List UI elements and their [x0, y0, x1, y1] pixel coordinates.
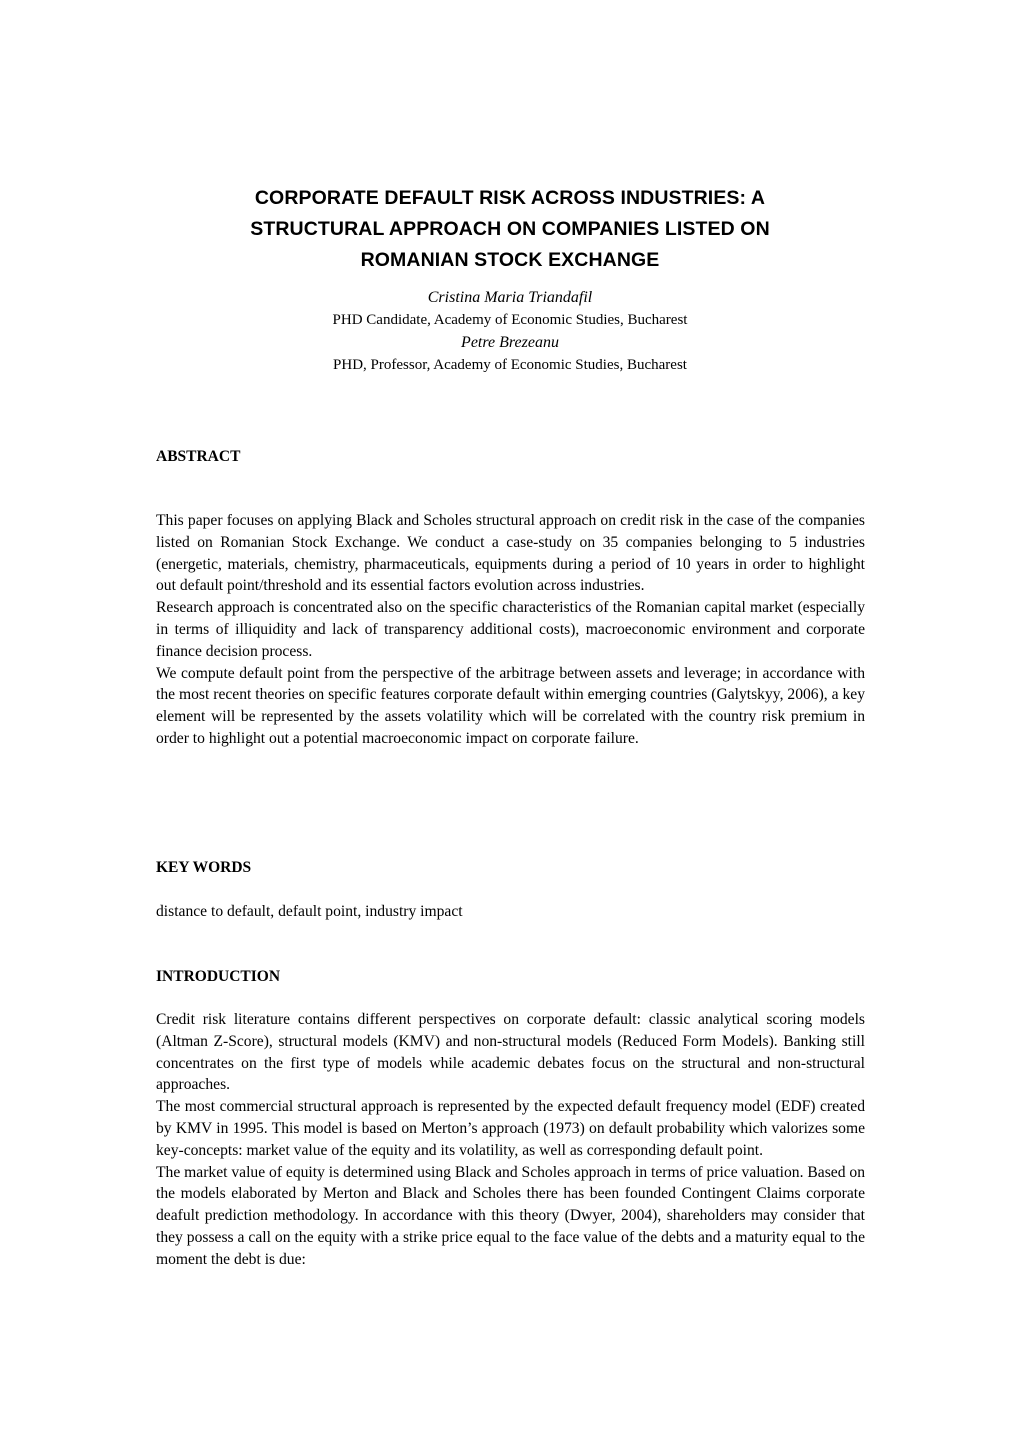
- author-name: Petre Brezeanu: [461, 334, 559, 351]
- author-2: [150, 332, 870, 376]
- introduction-paragraph: The market value of equity is determined using Black and Scholes approach in terms of price valuation. Based on the models elaborated by Merton and Black and Scholes there has been founded Contingent Claims corporate deafult prediction methodology. In accordance with this theory (Dwyer, 2004), shareholders may consider that they possess a call on the equity with a strike price equal to the face value of the debts and a maturity equal to the moment the debt is due:: [156, 1163, 865, 1268]
- abstract-heading: ABSTRACT: [156, 448, 241, 465]
- introduction-paragraph: The most commercial structural approach is represented by the expected default frequency model (EDF) created by KMV in 1995. This model is based on Merton’s approach (1973) on default probability which valorizes some key-concepts: market value of the equity and its volatility, as well as corresponding default point.: [156, 1098, 865, 1159]
- author-name: Cristina Maria Triandafil: [427, 289, 593, 306]
- introduction-heading: INTRODUCTION: [156, 968, 281, 985]
- introduction-body: [156, 1009, 865, 1271]
- author-affiliation: PHD, Professor, Academy of Economic Studies, Bucharest: [333, 357, 687, 373]
- abstract-paragraph: This paper focuses on applying Black and Scholes structural approach on credit risk in the case of the companies listed on Romanian Stock Exchange. We conduct a case-study on 35 companies belonging to 5 industries (energetic, materials, chemistry, pharmaceuticals, equipments during a period of 10 years in order to highlight out default point/threshold and its essential factors evolution across industries.: [156, 512, 865, 595]
- abstract-paragraph: We compute default point from the perspective of the arbitrage between assets and leverage; in accordance with the most recent theories on specific features corporate default within emerging countries (Galytskyy, 2006), a key element will be represented by the assets volatility which will be correlated with the country risk premium in order to highlight out a potential macroeconomic impact on corporate failure.: [156, 664, 865, 747]
- title-line: STRUCTURAL APPROACH ON COMPANIES LISTED ON: [250, 218, 770, 240]
- keywords-text: distance to default, default point, industry impact: [156, 903, 463, 920]
- abstract-paragraph: Research approach is concentrated also on the specific characteristics of the Romanian capital market (especially in terms of illiquidity and lack of transparency additional costs), macroeconomic environment and corporate finance decision process.: [156, 599, 865, 660]
- title-line: CORPORATE DEFAULT RISK ACROSS INDUSTRIES: A: [254, 187, 766, 209]
- title-line: ROMANIAN STOCK EXCHANGE: [360, 249, 660, 271]
- author-1: [150, 287, 870, 331]
- author-affiliation: PHD Candidate, Academy of Economic Studies, Bucharest: [332, 312, 688, 328]
- keywords-heading: KEY WORDS: [156, 859, 252, 876]
- introduction-paragraph: Credit risk literature contains different perspectives on corporate default: classic analytical scoring models (Altman Z-Score), structural models (KMV) and non-structural models (Reduced Form Models). Banking still concentrates on the first type of models while academic debates focus on the structural and non-structural approaches.: [156, 1011, 865, 1094]
- abstract-body: [156, 510, 865, 750]
- paper-title: [150, 183, 870, 276]
